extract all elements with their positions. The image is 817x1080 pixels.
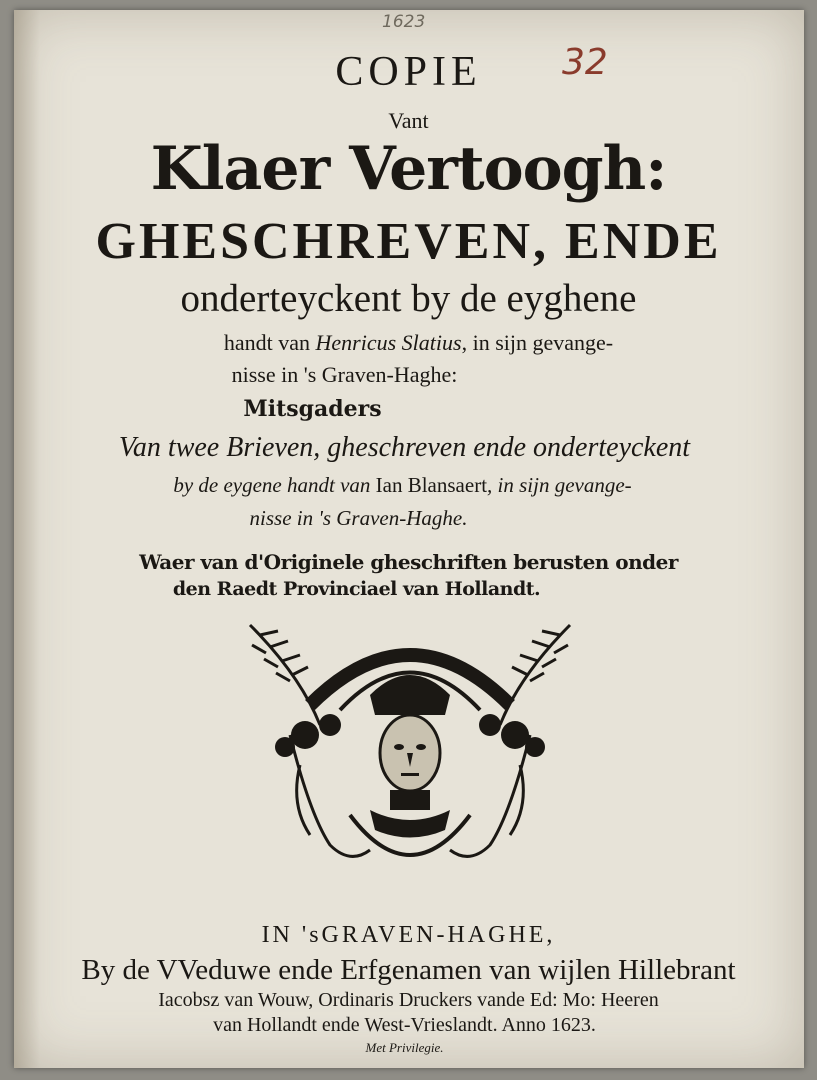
subtitle-onderteyckent: onderteyckent by de eyghene <box>180 277 637 320</box>
handwritten-number: 32 <box>562 42 608 83</box>
imprint-printer-2: Iacobsz van Wouw, Ordinaris Druckers vande Ed: Mo: Heeren <box>158 989 659 1011</box>
woodcut-ornament <box>230 615 590 890</box>
handt-post: , in sijn gevange- <box>461 330 614 355</box>
heading-gheschreven: GHESCHREVEN, ENDE <box>95 213 722 270</box>
heading-vant: Vant <box>388 108 429 133</box>
imprint-year: van Hollandt ende West-Vrieslandt. Anno 1623. <box>213 1014 596 1036</box>
heading-klaer-vertoogh: Klaer Vertoogh: <box>150 134 667 204</box>
bydeg-pre: by de eygene handt van <box>173 473 376 497</box>
note-raedt: den Raedt Provinciael van Hollandt. <box>172 578 541 600</box>
subtitle-nisse: nisse in 's Graven-Haghe: <box>231 362 458 387</box>
subtitle-nisse-2: nisse in 's Graven-Haghe. <box>249 506 468 530</box>
handwritten-year: 1623 <box>382 12 426 32</box>
second-author-name: Ian Blansaert <box>375 473 488 497</box>
handt-pre: handt van <box>223 330 316 355</box>
heading-copie: COPIE <box>335 49 482 95</box>
mitsgaders: Mitsgaders <box>243 396 382 422</box>
note-waer: Waer van d'Originele gheschriften berusten onder <box>139 550 678 574</box>
subtitle-twee-brieven: Van twee Brieven, gheschreven ende onderteyckent <box>118 432 691 463</box>
imprint-place: IN 'sGRAVEN-HAGHE, <box>261 922 556 948</box>
author-name: Henricus Slatius <box>315 330 462 355</box>
subtitle-bydeg <box>0 473 811 498</box>
bydeg-post: , in sijn gevange- <box>487 473 632 497</box>
subtitle-handt <box>10 330 817 356</box>
imprint-privilege: Met Privilegie. <box>365 1040 444 1055</box>
imprint-printer: By de VVeduwe ende Erfgenamen van wijlen Hillebrant <box>81 954 736 986</box>
